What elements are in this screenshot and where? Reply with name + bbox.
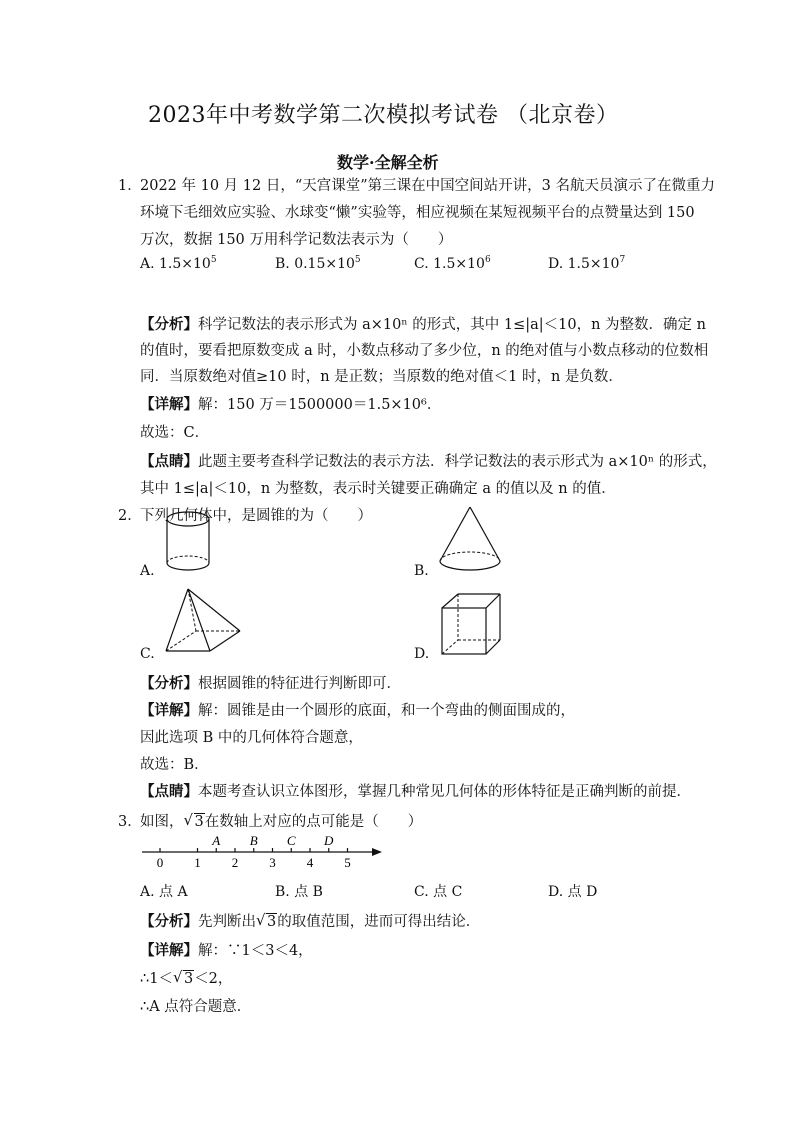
option-text: 点 B bbox=[294, 884, 323, 900]
option-b[interactable] bbox=[275, 881, 323, 901]
analysis-tag: 【分析】 bbox=[140, 675, 198, 692]
analysis-line: 同．当原数绝对值≥10 时，n 是正数；当原数的绝对值＜1 时，n 是负数． bbox=[140, 369, 623, 385]
axis-point-label: A bbox=[212, 833, 221, 848]
question-number: 1． bbox=[118, 178, 142, 194]
analysis-line bbox=[140, 672, 401, 693]
comment-line: 其中 1≤|a|＜10，n 为整数，表示时关键要正确确定 a 的值以及 n 的值． bbox=[140, 481, 616, 497]
analysis-text: 的取值范围，进而可得出结论． bbox=[277, 914, 481, 930]
comment-tag: 【点睛】 bbox=[140, 453, 198, 470]
question-stem-line: 2022 年 10 月 12 日，“天宫课堂”第三课在中国空间站开讲，3 名航天员演示了在微重力 bbox=[140, 178, 716, 194]
detail-line: ∴A 点符合题意． bbox=[140, 999, 252, 1015]
option-label: D. bbox=[548, 884, 564, 900]
stem-text: 如图， bbox=[140, 814, 184, 830]
detail-line: 因此选项 B 中的几何体符合题意， bbox=[140, 730, 363, 746]
axis-tick-label: 2 bbox=[231, 855, 239, 870]
stem-text: 在数轴上对应的点可能是（ ） bbox=[204, 814, 423, 830]
answer-line: 故选：C． bbox=[140, 425, 210, 441]
sqrt-symbol: √ 3 bbox=[183, 811, 204, 830]
detail-text: ＜2， bbox=[194, 971, 233, 987]
question-stem-line: 下列几何体中，是圆锥的为（ ） bbox=[140, 508, 372, 524]
option-text: 点 C bbox=[433, 884, 463, 900]
option-a[interactable] bbox=[140, 881, 188, 901]
detail-line bbox=[140, 393, 441, 414]
option-exponent: 7 bbox=[619, 255, 626, 265]
option-b[interactable] bbox=[275, 256, 361, 272]
comment-line bbox=[140, 780, 691, 801]
option-label: C. bbox=[414, 256, 429, 272]
analysis-text: 科学记数法的表示形式为 a×10ⁿ 的形式，其中 1≤|a|＜10，n 为整数．确定 n bbox=[198, 317, 706, 333]
option-label: C. bbox=[414, 884, 429, 900]
analysis-text: 先判断出 bbox=[198, 914, 256, 930]
detail-tag: 【详解】 bbox=[140, 942, 198, 959]
axis-tick-label: 3 bbox=[269, 855, 276, 870]
option-text: 点 D bbox=[567, 884, 598, 900]
answer-line: 故选：B． bbox=[140, 757, 209, 773]
axis-point-label: C bbox=[286, 833, 296, 848]
comment-line bbox=[140, 450, 717, 471]
option-value: 1.5×10 bbox=[433, 256, 485, 272]
option-label: A. bbox=[140, 256, 155, 272]
option-value: 1.5×10 bbox=[567, 256, 620, 272]
analysis-tag: 【分析】 bbox=[140, 316, 198, 333]
analysis-line bbox=[140, 910, 480, 931]
detail-text: 解：150 万＝1500000＝1.5×10⁶． bbox=[198, 397, 442, 413]
sqrt-radicand: 3 bbox=[267, 914, 277, 930]
analysis-tag: 【分析】 bbox=[140, 913, 198, 930]
question-number: 3． bbox=[118, 814, 142, 830]
option-label: B. bbox=[275, 884, 290, 900]
pyramid-icon bbox=[160, 585, 244, 663]
axis-point-label: D bbox=[324, 833, 334, 848]
question-stem-line: 环境下毛细效应实验、水球变“懒”实验等，相应视频在某短视频平台的点赞量达到 150 bbox=[140, 205, 695, 221]
number-line bbox=[138, 832, 388, 872]
axis-tick-label: 5 bbox=[344, 855, 351, 870]
comment-text: 此题主要考查科学记数法的表示方法．科学记数法的表示形式为 a×10ⁿ 的形式， bbox=[198, 454, 717, 470]
cylinder-icon bbox=[162, 508, 216, 574]
option-exponent: 5 bbox=[354, 255, 361, 265]
option-value: 1.5×10 bbox=[159, 256, 211, 272]
option-d[interactable] bbox=[548, 256, 625, 272]
option-label: B. bbox=[275, 256, 290, 272]
option-c-label[interactable]: C. bbox=[140, 646, 155, 662]
option-exponent: 6 bbox=[484, 255, 491, 265]
option-label: D. bbox=[548, 256, 564, 272]
page-title: 2023年中考数学第二次模拟考试卷 （北京卷） bbox=[148, 103, 619, 128]
detail-line bbox=[140, 967, 232, 988]
comment-text: 本题考查认识立体图形，掌握几种常见几何体的形体特征是正确判断的前提． bbox=[198, 784, 691, 800]
axis-tick-label: 0 bbox=[156, 855, 164, 870]
option-label: A. bbox=[140, 884, 155, 900]
option-c[interactable] bbox=[414, 256, 491, 272]
detail-line bbox=[140, 939, 313, 960]
detail-text: 解：∵1＜3＜4， bbox=[198, 943, 313, 959]
question-number: 2． bbox=[118, 508, 142, 524]
sqrt-symbol: √ 3 bbox=[256, 911, 277, 930]
analysis-line bbox=[140, 313, 706, 334]
option-value: 0.15×10 bbox=[294, 256, 355, 272]
analysis-text: 根据圆锥的特征进行判断即可． bbox=[198, 676, 401, 692]
detail-tag: 【详解】 bbox=[140, 702, 198, 719]
detail-text: ∴1＜ bbox=[140, 971, 173, 987]
question-stem-line bbox=[140, 810, 422, 831]
axis-point-label: B bbox=[249, 833, 258, 848]
option-d[interactable] bbox=[548, 881, 597, 901]
question-stem-line: 万次，数据 150 万用科学记数法表示为（ ） bbox=[140, 232, 453, 248]
axis-tick-label: 1 bbox=[194, 855, 201, 870]
option-exponent: 5 bbox=[210, 255, 217, 265]
axis-tick-label: 4 bbox=[306, 855, 314, 870]
option-a-label[interactable]: A. bbox=[140, 563, 155, 579]
cube-icon bbox=[438, 590, 504, 660]
option-text: 点 A bbox=[159, 884, 188, 900]
cone-icon bbox=[436, 503, 504, 575]
page-subtitle: 数学·全解全析 bbox=[337, 153, 439, 172]
sqrt-radicand: 3 bbox=[194, 814, 204, 830]
option-c[interactable] bbox=[414, 881, 462, 901]
option-a[interactable] bbox=[140, 256, 217, 272]
sqrt-radicand: 3 bbox=[183, 971, 194, 987]
detail-tag: 【详解】 bbox=[140, 396, 198, 413]
comment-tag: 【点睛】 bbox=[140, 783, 198, 800]
analysis-line: 的值时，要看把原数变成 a 时，小数点移动了多少位，n 的绝对值与小数点移动的位数相 bbox=[140, 343, 709, 359]
detail-text: 解：圆锥是由一个圆形的底面，和一个弯曲的侧面围成的， bbox=[198, 703, 575, 719]
sqrt-symbol: √ 3 bbox=[172, 968, 194, 987]
option-d-label[interactable]: D. bbox=[414, 646, 430, 662]
option-b-label[interactable]: B. bbox=[414, 563, 429, 579]
detail-line bbox=[140, 699, 575, 720]
